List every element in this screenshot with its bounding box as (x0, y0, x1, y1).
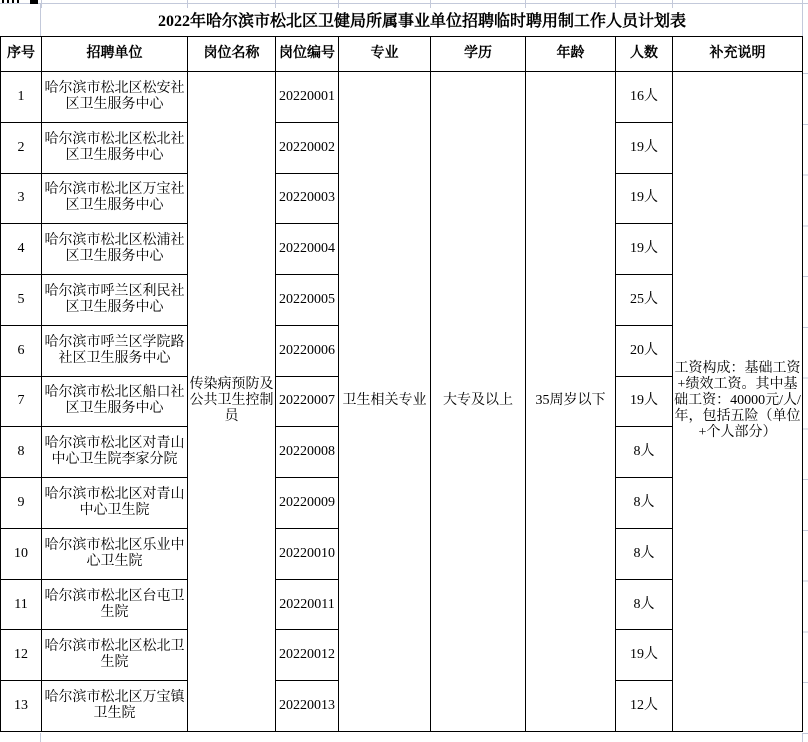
clipped-text-artifact (2, 0, 4, 3)
count-cell: 20人 (616, 325, 673, 376)
count-cell: 8人 (616, 579, 673, 630)
gridline-bottom-stub-right (802, 733, 803, 742)
count-cell: 16人 (616, 72, 673, 123)
count-cell: 19人 (616, 122, 673, 173)
row-number-cell: 11 (1, 579, 42, 630)
code-cell: 20220008 (276, 427, 339, 478)
count-cell: 8人 (616, 427, 673, 478)
code-cell: 20220009 (276, 478, 339, 529)
count-cell: 19人 (616, 173, 673, 224)
count-cell: 8人 (616, 478, 673, 529)
gridline-top-tick (672, 0, 673, 8)
clipped-text-artifact (17, 0, 19, 3)
org-cell: 哈尔滨市呼兰区利民社区卫生服务中心 (42, 275, 188, 326)
row-number-cell: 2 (1, 122, 42, 173)
header-count: 人数 (616, 37, 673, 72)
org-cell: 哈尔滨市松北区万宝镇卫生院 (42, 681, 188, 732)
row-number-cell: 5 (1, 275, 42, 326)
count-cell: 8人 (616, 528, 673, 579)
code-cell: 20220003 (276, 173, 339, 224)
recruitment-table (0, 8, 803, 732)
row-number-cell: 10 (1, 528, 42, 579)
header-education: 学历 (431, 37, 526, 72)
header-position: 岗位名称 (188, 37, 276, 72)
row-number-cell: 3 (1, 173, 42, 224)
header-no: 序号 (1, 37, 42, 72)
org-cell: 哈尔滨市松北区对青山中心卫生院李家分院 (42, 427, 188, 478)
title-row (1, 8, 803, 37)
clipped-text-artifact (12, 0, 14, 3)
row-number-cell: 13 (1, 681, 42, 732)
gridline-top-tick (338, 0, 339, 8)
position-merged-cell: 传染病预防及公共卫生控制员 (188, 72, 276, 732)
org-cell: 哈尔滨市松北区松浦社区卫生服务中心 (42, 224, 188, 275)
header-code: 岗位编号 (276, 37, 339, 72)
row-number-cell: 7 (1, 376, 42, 427)
education-merged-cell: 大专及以上 (431, 72, 526, 732)
row-number-cell: 4 (1, 224, 42, 275)
org-cell: 哈尔滨市松北区乐业中心卫生院 (42, 528, 188, 579)
count-cell: 19人 (616, 630, 673, 681)
major-merged-cell: 卫生相关专业 (339, 72, 431, 732)
header-org: 招聘单位 (42, 37, 188, 72)
header-major: 专业 (339, 37, 431, 72)
header-note: 补充说明 (673, 37, 803, 72)
gridline-top-tick (430, 0, 431, 8)
code-cell: 20220010 (276, 528, 339, 579)
gridline-bottom-stub-left (40, 733, 41, 742)
gridline-top-tick (615, 0, 616, 8)
code-cell: 20220006 (276, 325, 339, 376)
row-number-cell: 8 (1, 427, 42, 478)
org-cell: 哈尔滨市松北区松北社区卫生服务中心 (42, 122, 188, 173)
gridline-top-horizontal (0, 3, 808, 4)
org-cell: 哈尔滨市松北区松安社区卫生服务中心 (42, 72, 188, 123)
count-cell: 12人 (616, 681, 673, 732)
page-title: 2022年哈尔滨市松北区卫健局所属事业单位招聘临时聘用制工作人员计划表 (158, 13, 687, 30)
org-cell: 哈尔滨市松北区对青山中心卫生院 (42, 478, 188, 529)
table-header-row (1, 37, 803, 72)
row-number-cell: 9 (1, 478, 42, 529)
row-number-cell: 12 (1, 630, 42, 681)
row-number-cell: 1 (1, 72, 42, 123)
code-cell: 20220002 (276, 122, 339, 173)
gridline-top-tick (187, 0, 188, 8)
row-number-cell: 6 (1, 325, 42, 376)
org-cell: 哈尔滨市松北区万宝社区卫生服务中心 (42, 173, 188, 224)
gridline-top-tick (41, 0, 42, 8)
code-cell: 20220005 (276, 275, 339, 326)
org-cell: 哈尔滨市松北区松北卫生院 (42, 630, 188, 681)
org-cell: 哈尔滨市呼兰区学院路社区卫生服务中心 (42, 325, 188, 376)
note-merged-cell: 工资构成：基础工资+绩效工资。其中基础工资：40000元/人/年，包括五险（单位+个人部分） (673, 72, 803, 732)
gridline-top-tick (525, 0, 526, 8)
code-cell: 20220004 (276, 224, 339, 275)
gridline-top-tick (275, 0, 276, 8)
code-cell: 20220012 (276, 630, 339, 681)
code-cell: 20220013 (276, 681, 339, 732)
corner-cell (1, 8, 42, 37)
code-cell: 20220007 (276, 376, 339, 427)
clipped-text-artifact (30, 0, 38, 4)
org-cell: 哈尔滨市松北区船口社区卫生服务中心 (42, 376, 188, 427)
table-row (1, 72, 803, 123)
count-cell: 19人 (616, 224, 673, 275)
code-cell: 20220001 (276, 72, 339, 123)
org-cell: 哈尔滨市松北区台屯卫生院 (42, 579, 188, 630)
header-age: 年龄 (526, 37, 616, 72)
code-cell: 20220011 (276, 579, 339, 630)
count-cell: 19人 (616, 376, 673, 427)
clipped-text-artifact (7, 0, 9, 3)
count-cell: 25人 (616, 275, 673, 326)
age-merged-cell: 35周岁以下 (526, 72, 616, 732)
